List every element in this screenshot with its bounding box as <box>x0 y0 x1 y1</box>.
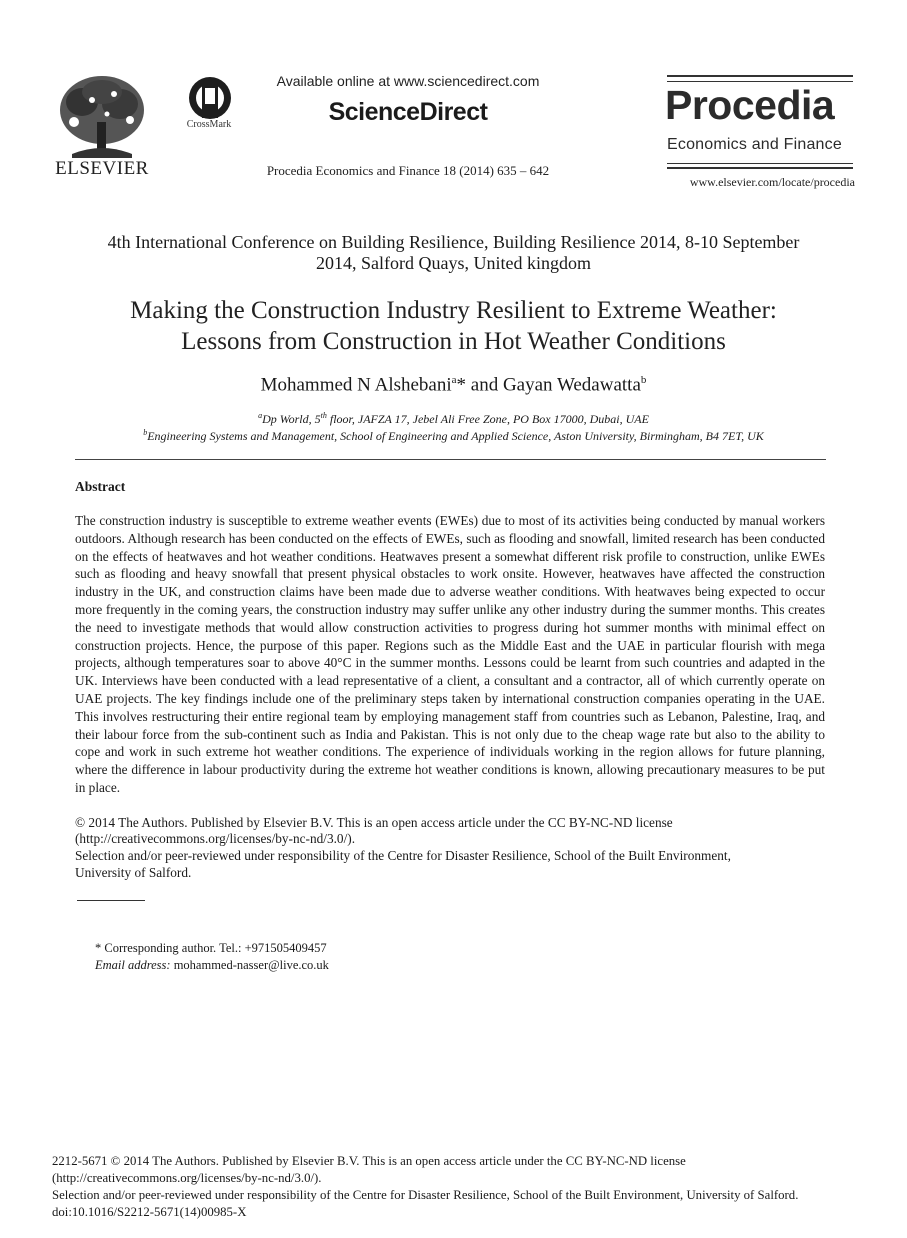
crossmark-label: CrossMark <box>186 119 232 130</box>
email-address-link[interactable]: mohammed-nasser@live.co.uk <box>170 958 329 972</box>
procedia-subtitle: Economics and Finance <box>667 136 842 153</box>
affiliation-a-text-pre: Dp World, 5 <box>262 412 321 426</box>
affiliation-a-text-post: floor, JAFZA 17, Jebel Ali Free Zone, PO Box 17000, Dubai, UAE <box>326 412 649 426</box>
author-2-name: and Gayan Wedawatta <box>466 374 641 396</box>
conference-name <box>60 232 847 274</box>
journal-url-link[interactable]: www.elsevier.com/locate/procedia <box>689 175 855 189</box>
paper-title <box>60 295 847 357</box>
procedia-rule-top <box>667 75 853 77</box>
procedia-rule-bottom-thin <box>667 163 853 164</box>
conference-line-1: 4th International Conference on Building Resilience, Building Resilience 2014, 8-10 September <box>107 232 800 252</box>
peer-review-line-1: Selection and/or peer-reviewed under responsibility of the Centre for Disaster Resilience, School of the Built Environment, <box>75 848 731 863</box>
paper-title-line-2: Lessons from Construction in Hot Weather Conditions <box>181 328 726 355</box>
procedia-rule-bottom <box>667 167 853 169</box>
peer-review-line-2: University of Salford. <box>75 865 192 880</box>
author-1-name: Mohammed N Alshebani <box>260 374 452 396</box>
abstract-body: The construction industry is susceptible to extreme weather events (EWEs) due to most of its activities being conducted by manual workers outdoors. Although research has been conducted on the effects of EWEs, such as flooding and snowfall, limited research has been conducted on the effects of heatwaves and hot weather conditions. Heatwaves present a somewhat different risk profile to construction, unlike EWEs such as flooding and heavy snowfall that present physical obstacles to work onsite. However, heatwaves have affected the construction industry in the UK, and construction claims have been made due to adverse weather conditions. With heatwaves being expected to occur more frequently in the coming years, the construction industry may suffer unlike any other industry during the summer months. This creates the need to investigate methods that would allow construction activities to progress during hot summer months with minimal effect on construction projects. Hence, the purpose of this paper. Regions such as the Middle East and the UAE in particular flourish with mega projects, although temperatures soar to above 40°C in the summer months. Lessons could be learnt from such countries and adapted in the UK. Interviews have been conducted with a lead representative of a client, a consultant and a contractor, all of which currently operate on UAE projects. The key findings include one of the preliminary steps taken by international construction companies operating in the UAE. This involves restructuring their entire regional team by employing management staff from countries such as Lebanon, Palestine, Iraq, and their labour force from the sub-continent such as India and Pakistan. This is not only due to the cheap wage rate but also to the ability to cope and work in such extreme hot weather conditions. The experience of individuals working in the region allows for future planning, where the difference in labour productivity during the extreme hot weather conditions is known, allowing precautionary measures to be put in place. <box>75 513 825 795</box>
footer-doi-link[interactable]: doi:10.1016/S2212-5671(14)00985-X <box>52 1205 247 1219</box>
email-note <box>95 958 329 973</box>
section-divider <box>75 459 826 460</box>
footer-issn-copyright: 2212-5671 © 2014 The Authors. Published by Elsevier B.V. This is an open access article under the CC BY-NC-ND license <box>52 1154 686 1168</box>
author-2-affil-sup: b <box>640 374 647 386</box>
author-1-affil-sup: a <box>451 374 457 386</box>
license-link[interactable]: (http://creativecommons.org/licenses/by-nc-nd/3.0/). <box>75 831 356 846</box>
copyright-line-1: © 2014 The Authors. Published by Elsevier B.V. This is an open access article under the CC BY-NC-ND license <box>75 815 673 830</box>
affiliation-b-text: Engineering Systems and Management, School of Engineering and Applied Science, Aston University, Birmingham, B4 7ET, UK <box>147 429 764 443</box>
author-1-corresponding-mark: * <box>456 374 467 396</box>
sciencedirect-logo: ScienceDirect <box>328 98 488 126</box>
corresponding-author-note: * Corresponding author. Tel.: +971505409457 <box>95 941 327 955</box>
abstract-heading: Abstract <box>75 479 126 494</box>
affiliation-b <box>60 428 847 444</box>
affiliation-a-ordinal: th <box>320 411 327 420</box>
journal-citation: Procedia Economics and Finance 18 (2014) 635 – 642 <box>266 163 550 178</box>
procedia-brand: Procedia <box>665 82 835 128</box>
email-label: Email address: <box>95 958 171 972</box>
affiliation-a-sup: a <box>258 411 263 420</box>
author-list <box>60 374 847 396</box>
affiliation-a <box>60 411 847 427</box>
conference-line-2: 2014, Salford Quays, United kingdom <box>316 253 591 273</box>
elsevier-wordmark: ELSEVIER <box>55 158 149 179</box>
footer-license-link[interactable]: (http://creativecommons.org/licenses/by-nc-nd/3.0/). <box>52 1171 322 1185</box>
footnote-divider <box>77 900 145 901</box>
available-online-text: Available online at www.sciencedirect.com <box>276 73 540 89</box>
footer-peer-review: Selection and/or peer-reviewed under responsibility of the Centre for Disaster Resilience, School of the Built Environment, University of Salford. <box>52 1188 799 1202</box>
affiliation-b-sup: b <box>143 428 148 437</box>
paper-title-line-1: Making the Construction Industry Resilient to Extreme Weather: <box>130 297 777 324</box>
